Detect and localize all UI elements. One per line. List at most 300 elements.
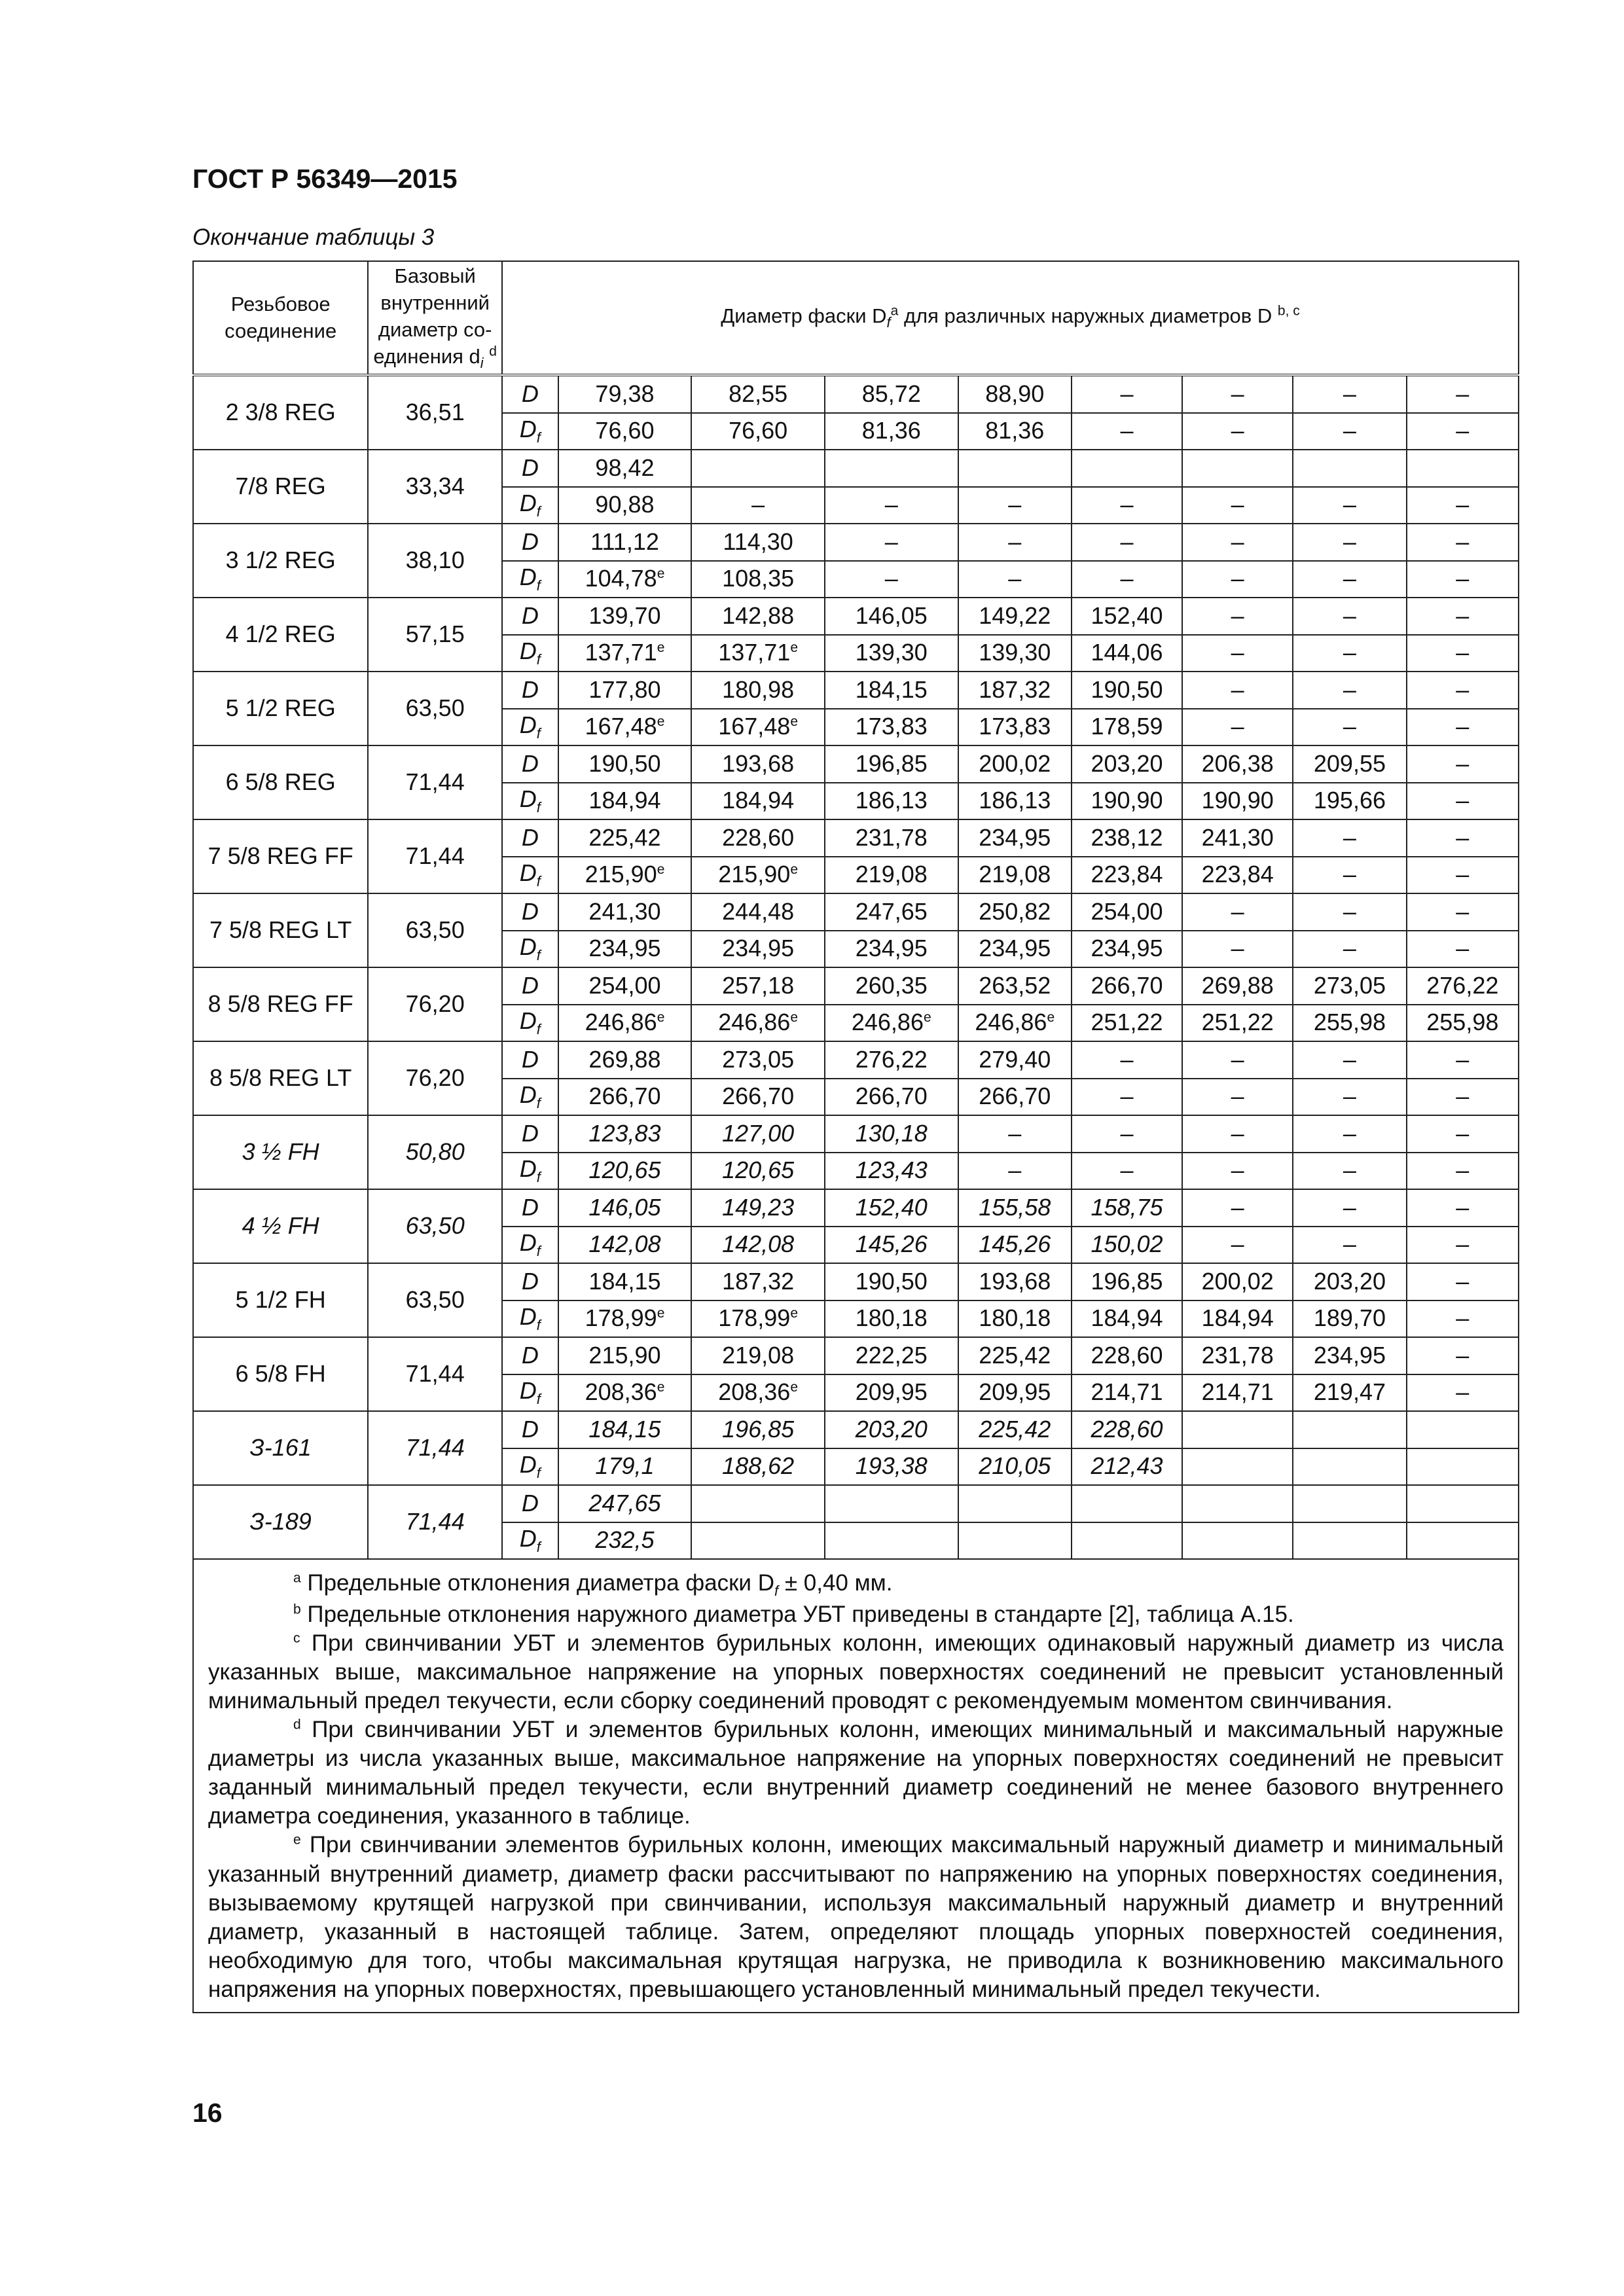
footnote-mark-e: e [790, 640, 799, 656]
label-D: D [502, 1041, 558, 1079]
value-cell: – [1293, 524, 1406, 561]
header-chamfer-sup-2: b, c [1277, 304, 1300, 319]
label-Df: $D_f$ [502, 857, 558, 894]
value-cell: – [1293, 635, 1406, 672]
value-cell: 234,95 [691, 931, 825, 968]
value-cell: – [958, 1115, 1072, 1153]
label-Df: $D_f$ [502, 1522, 558, 1560]
value-cell: 219,08 [825, 857, 958, 894]
value-cell: – [1182, 1153, 1293, 1190]
value-cell: 234,95 [958, 819, 1072, 857]
base-diameter-cell: 76,20 [368, 1041, 502, 1115]
value-cell: – [1407, 1153, 1519, 1190]
value-cell: 184,15 [558, 1411, 692, 1448]
value-cell: 144,06 [1072, 635, 1182, 672]
header-chamfer-sub: f [886, 314, 891, 331]
label-Df-sub: f [536, 1094, 541, 1111]
value-cell [1407, 1485, 1519, 1522]
label-D: D [502, 1337, 558, 1374]
value-cell: – [1072, 1079, 1182, 1116]
value-cell: 139,30 [825, 635, 958, 672]
value-cell: 180,18 [958, 1300, 1072, 1338]
value-cell: 241,30 [1182, 819, 1293, 857]
base-diameter-cell: 63,50 [368, 893, 502, 967]
value-cell [1293, 1448, 1406, 1486]
label-Df: $D_f$ [502, 561, 558, 598]
value-cell: – [1182, 1041, 1293, 1079]
connection-cell: 4 ½ FH [193, 1189, 368, 1263]
value-cell: 184,15 [825, 672, 958, 709]
value-cell: 273,05 [691, 1041, 825, 1079]
value-cell: 81,36 [825, 413, 958, 450]
value-cell: 203,20 [825, 1411, 958, 1448]
footnote-mark-e: e [657, 1306, 665, 1321]
value-cell: – [825, 487, 958, 524]
value-cell: 188,62 [691, 1448, 825, 1486]
footnote-mark-e: e [1047, 1010, 1055, 1026]
value-cell: – [1072, 413, 1182, 450]
value-cell: – [1182, 561, 1293, 598]
label-Df: $D_f$ [502, 1005, 558, 1042]
base-diameter-cell: 36,51 [368, 375, 502, 450]
value-cell: 212,43 [1072, 1448, 1182, 1486]
value-cell: 238,12 [1072, 819, 1182, 857]
value-cell [691, 450, 825, 487]
table-row [193, 524, 1519, 561]
value-cell: 127,00 [691, 1115, 825, 1153]
value-cell: – [1182, 1079, 1293, 1116]
label-Df-sub: f [536, 1538, 541, 1555]
value-cell: – [1293, 1079, 1406, 1116]
footnote-d: $^d$ При свинчивании УБТ и элементов бурильных колонн, имеющих минимальный и максимальный наружные диаметры из числа указанных выше, максимальное напряжение на упорных поверхностях соединений не превысит заданный минимальный предел текучести, если внутренний диаметр соединений не менее базового внутреннего диаметра соединения, указанного в таблице. [208, 1717, 1504, 1829]
value-cell: 225,42 [558, 819, 692, 857]
value-cell [1182, 1522, 1293, 1560]
value-cell: 228,60 [1072, 1337, 1182, 1374]
value-cell [958, 1522, 1072, 1560]
value-cell [1072, 1522, 1182, 1560]
value-cell: 215,90 [558, 1337, 692, 1374]
label-D: D [502, 524, 558, 561]
label-D: D [502, 819, 558, 857]
value-cell: 269,88 [558, 1041, 692, 1079]
label-D: D [502, 598, 558, 635]
value-cell: 231,78 [825, 819, 958, 857]
value-cell: 179,1 [558, 1448, 692, 1486]
value-cell: 186,13 [825, 783, 958, 820]
value-cell: – [1407, 672, 1519, 709]
value-cell: 85,72 [825, 375, 958, 413]
value-cell: – [1293, 1227, 1406, 1264]
base-diameter-cell: 50,80 [368, 1115, 502, 1189]
footnote-mark: e [293, 1832, 301, 1848]
value-cell: 130,18 [825, 1115, 958, 1153]
value-cell: 276,22 [1407, 967, 1519, 1005]
value-cell: 209,95 [825, 1374, 958, 1412]
value-cell [1293, 1485, 1406, 1522]
value-cell: – [1407, 1374, 1519, 1412]
value-cell: – [1407, 635, 1519, 672]
value-cell: – [1407, 487, 1519, 524]
value-cell: – [1072, 1153, 1182, 1190]
value-cell: 228,60 [691, 819, 825, 857]
value-cell: – [1182, 1115, 1293, 1153]
value-cell: – [1407, 375, 1519, 413]
value-cell: – [1182, 524, 1293, 561]
value-cell: 195,66 [1293, 783, 1406, 820]
value-cell [691, 1485, 825, 1522]
label-Df: $D_f$ [502, 1227, 558, 1264]
base-diameter-cell: 63,50 [368, 1189, 502, 1263]
value-cell: – [1182, 1189, 1293, 1227]
value-cell: 180,98 [691, 672, 825, 709]
value-cell: 219,47 [1293, 1374, 1406, 1412]
value-cell: – [1407, 598, 1519, 635]
label-D: D [502, 450, 558, 487]
value-cell: – [1407, 819, 1519, 857]
label-Df-sub: f [536, 1390, 541, 1407]
footnote-e: $^e$ При свинчивании элементов бурильных колонн, имеющих максимальный наружный диаметр и минимальный указанный внутренний диаметр, диаметр фаски рассчитывают по напряжению на упорных поверхностях соединения, вызываемому крутящей нагрузкой при свинчивании, используя максимальный наружный диаметр и внутренний диаметр, указанный в настоящей таблице. Затем, определяют площадь упорных поверхностей соединения, необходимую для того, чтобы максимальная крутящая нагрузка, не приводила к возникновению максимального напряжения на упорных поверхностях, превышающего установленный минимальный предел текучести. [208, 1832, 1504, 2002]
value-cell: 142,08 [558, 1227, 692, 1264]
value-cell: 190,50 [825, 1263, 958, 1300]
label-Df-sub: f [536, 946, 541, 963]
value-cell: 234,95 [1293, 1337, 1406, 1374]
value-cell: – [1072, 524, 1182, 561]
table-caption: Окончание таблицы 3 [192, 224, 435, 250]
value-cell [1293, 450, 1406, 487]
value-cell: 76,60 [691, 413, 825, 450]
value-cell [1293, 1522, 1406, 1560]
label-Df: $D_f$ [502, 487, 558, 524]
base-diameter-cell: 71,44 [368, 745, 502, 819]
base-diameter-cell: 71,44 [368, 1411, 502, 1485]
value-cell: 260,35 [825, 967, 958, 1005]
value-cell: 246,86e [958, 1005, 1072, 1042]
value-cell: – [1407, 857, 1519, 894]
label-Df: $D_f$ [502, 931, 558, 968]
footnote-mark-e: e [657, 640, 665, 656]
value-cell [1182, 1411, 1293, 1448]
value-cell: 234,95 [825, 931, 958, 968]
value-cell: 178,59 [1072, 709, 1182, 746]
connection-cell: 7/8 REG [193, 450, 368, 524]
value-cell: 90,88 [558, 487, 692, 524]
value-cell: 200,02 [958, 745, 1072, 783]
footnote-mark-e: e [790, 862, 799, 878]
base-diameter-cell: 57,15 [368, 598, 502, 672]
value-cell: 173,83 [958, 709, 1072, 746]
value-cell: 76,60 [558, 413, 692, 450]
value-cell: 219,08 [691, 1337, 825, 1374]
value-cell: 214,71 [1182, 1374, 1293, 1412]
table-footnotes [193, 1559, 1519, 2013]
value-cell: 81,36 [958, 413, 1072, 450]
value-cell: 120,65 [558, 1153, 692, 1190]
value-cell: 254,00 [558, 967, 692, 1005]
value-cell: 152,40 [1072, 598, 1182, 635]
connection-cell: 3 1/2 REG [193, 524, 368, 598]
value-cell: 215,90e [558, 857, 692, 894]
value-cell: 120,65 [691, 1153, 825, 1190]
connection-cell: 6 5/8 REG [193, 745, 368, 819]
value-cell: 150,02 [1072, 1227, 1182, 1264]
value-cell: – [1407, 931, 1519, 968]
value-cell: – [1072, 561, 1182, 598]
value-cell: – [958, 1153, 1072, 1190]
value-cell: 247,65 [825, 893, 958, 931]
label-Df-sub: f [536, 1168, 541, 1185]
value-cell [1182, 450, 1293, 487]
label-D: D [502, 375, 558, 413]
value-cell: 186,13 [958, 783, 1072, 820]
value-cell: 145,26 [958, 1227, 1072, 1264]
label-D: D [502, 1115, 558, 1153]
value-cell: – [1407, 745, 1519, 783]
table-row [193, 598, 1519, 635]
value-cell: – [1407, 1041, 1519, 1079]
table-row [193, 745, 1519, 783]
value-cell: – [1407, 1227, 1519, 1264]
value-cell [1072, 1485, 1182, 1522]
table-row [193, 819, 1519, 857]
label-D: D [502, 1411, 558, 1448]
header-base-sub: i [480, 354, 484, 371]
base-diameter-cell: 63,50 [368, 672, 502, 745]
value-cell: – [1293, 819, 1406, 857]
value-cell: 190,50 [1072, 672, 1182, 709]
footnote-mark-e: e [790, 1306, 799, 1321]
value-cell: 209,55 [1293, 745, 1406, 783]
value-cell: 266,70 [1072, 967, 1182, 1005]
footnote-a: $^a$ Предельные отклонения диаметра фаски $D_f \pm 0,40$ мм. [293, 1570, 893, 1599]
value-cell: 255,98 [1293, 1005, 1406, 1042]
connection-cell: 3 ½ FH [193, 1115, 368, 1189]
value-cell: – [1072, 375, 1182, 413]
value-cell: 222,25 [825, 1337, 958, 1374]
value-cell: 247,65 [558, 1485, 692, 1522]
value-cell: 203,20 [1072, 745, 1182, 783]
value-cell: – [1182, 635, 1293, 672]
value-cell: 167,48e [691, 709, 825, 746]
label-Df-sub: f [536, 577, 541, 594]
value-cell: 266,70 [958, 1079, 1072, 1116]
label-Df: $D_f$ [502, 635, 558, 672]
value-cell: 232,5 [558, 1522, 692, 1560]
value-cell: – [1407, 893, 1519, 931]
value-cell: 139,30 [958, 635, 1072, 672]
footnotes-list [208, 1569, 1504, 2004]
label-Df-sub: f [536, 1464, 541, 1481]
value-cell: 234,95 [958, 931, 1072, 968]
value-cell: 223,84 [1072, 857, 1182, 894]
value-cell: 257,18 [691, 967, 825, 1005]
value-cell: 184,94 [558, 783, 692, 820]
value-cell: – [958, 524, 1072, 561]
value-cell [958, 450, 1072, 487]
label-D: D [502, 672, 558, 709]
value-cell: 178,99e [558, 1300, 692, 1338]
value-cell: 246,86e [825, 1005, 958, 1042]
value-cell: 266,70 [691, 1079, 825, 1116]
value-cell [825, 1522, 958, 1560]
value-cell: 196,85 [825, 745, 958, 783]
value-cell: 142,08 [691, 1227, 825, 1264]
table-row [193, 1041, 1519, 1079]
value-cell: – [1293, 709, 1406, 746]
base-diameter-cell: 71,44 [368, 819, 502, 893]
connection-cell: 5 1/2 REG [193, 672, 368, 745]
value-cell: 193,68 [691, 745, 825, 783]
value-cell: 180,18 [825, 1300, 958, 1338]
header-base-sup: d [489, 344, 497, 359]
label-Df: $D_f$ [502, 1448, 558, 1486]
footnote-mark: d [293, 1717, 301, 1732]
value-cell: – [1293, 1153, 1406, 1190]
value-cell: – [1293, 598, 1406, 635]
value-cell: 190,90 [1182, 783, 1293, 820]
value-cell [825, 1485, 958, 1522]
value-cell: – [1407, 561, 1519, 598]
footnote-mark-e: e [657, 714, 665, 730]
value-cell: – [1407, 709, 1519, 746]
footnote-c: $^c$ При свинчивании УБТ и элементов бурильных колонн, имеющих одинаковый наружный диаметр из числа указанных выше, максимальное напряжение на упорных поверхностях соединений не превысит установленный минимальный предел текучести, если сборку соединений проводят с рекомендуемым моментом свинчивания. [208, 1630, 1504, 1713]
value-cell: – [1407, 1189, 1519, 1227]
table-row [193, 1189, 1519, 1227]
table-row [193, 672, 1519, 709]
value-cell: – [1182, 893, 1293, 931]
connection-cell: 4 1/2 REG [193, 598, 368, 672]
value-cell: – [1293, 1115, 1406, 1153]
value-cell: 149,22 [958, 598, 1072, 635]
label-D: D [502, 1485, 558, 1522]
value-cell: 146,05 [558, 1189, 692, 1227]
value-cell: 137,71e [558, 635, 692, 672]
value-cell: 234,95 [558, 931, 692, 968]
value-cell [1407, 1448, 1519, 1486]
value-cell: 155,58 [958, 1189, 1072, 1227]
value-cell: 82,55 [691, 375, 825, 413]
value-cell: – [1293, 561, 1406, 598]
value-cell: – [1407, 524, 1519, 561]
value-cell: – [1182, 709, 1293, 746]
value-cell: – [1293, 893, 1406, 931]
value-cell [1407, 450, 1519, 487]
value-cell: 152,40 [825, 1189, 958, 1227]
value-cell: – [1293, 672, 1406, 709]
value-cell: 190,50 [558, 745, 692, 783]
footnote-mark: c [293, 1630, 300, 1646]
value-cell: 223,84 [1182, 857, 1293, 894]
value-cell: – [958, 561, 1072, 598]
table-row [193, 375, 1519, 413]
value-cell: 231,78 [1182, 1337, 1293, 1374]
footnote-mark-e: e [657, 566, 665, 582]
value-cell: 214,71 [1072, 1374, 1182, 1412]
value-cell: 244,48 [691, 893, 825, 931]
value-cell [1182, 1485, 1293, 1522]
connection-cell: 6 5/8 FH [193, 1337, 368, 1411]
table-row [193, 1263, 1519, 1300]
value-cell: 158,75 [1072, 1189, 1182, 1227]
value-cell: – [1182, 375, 1293, 413]
value-cell: – [1407, 1115, 1519, 1153]
value-cell: – [1182, 487, 1293, 524]
value-cell: 269,88 [1182, 967, 1293, 1005]
value-cell: 219,08 [958, 857, 1072, 894]
footnote-mark: b [293, 1602, 301, 1617]
value-cell: 137,71e [691, 635, 825, 672]
label-Df-sub: f [536, 1242, 541, 1259]
header-chamfer-diameter [502, 261, 1519, 375]
value-cell: 241,30 [558, 893, 692, 931]
label-Df: $D_f$ [502, 1153, 558, 1190]
value-cell [1182, 1448, 1293, 1486]
value-cell: 250,82 [958, 893, 1072, 931]
footnote-mark-e: e [790, 1380, 799, 1395]
label-Df: $D_f$ [502, 783, 558, 820]
value-cell: 149,23 [691, 1189, 825, 1227]
value-cell: 266,70 [825, 1079, 958, 1116]
value-cell [1293, 1411, 1406, 1448]
value-cell: 255,98 [1407, 1005, 1519, 1042]
table-row [193, 1337, 1519, 1374]
value-cell: – [1407, 1337, 1519, 1374]
footnote-mark-e: e [923, 1010, 931, 1026]
value-cell [1407, 1411, 1519, 1448]
value-cell: – [1293, 857, 1406, 894]
footnote-sub: f [774, 1583, 779, 1599]
value-cell: 88,90 [958, 375, 1072, 413]
value-cell: – [1407, 1079, 1519, 1116]
connection-cell: 5 1/2 FH [193, 1263, 368, 1337]
value-cell: 184,94 [691, 783, 825, 820]
value-cell: – [1182, 672, 1293, 709]
label-Df: $D_f$ [502, 1374, 558, 1412]
value-cell: 178,99e [691, 1300, 825, 1338]
table-row [193, 450, 1519, 487]
value-cell: 187,32 [958, 672, 1072, 709]
footnote-mark: a [293, 1570, 301, 1586]
footnote-b: $^b$ Предельные отклонения наружного диаметра УБТ приведены в стандарте [2], таблица А.15. [293, 1601, 1294, 1627]
standard-title: ГОСТ Р 56349—2015 [192, 164, 458, 194]
value-cell: 167,48e [558, 709, 692, 746]
label-Df-sub: f [536, 651, 541, 668]
table-row [193, 1115, 1519, 1153]
value-cell: 208,36e [558, 1374, 692, 1412]
label-Df: $D_f$ [502, 413, 558, 450]
value-cell: – [1407, 413, 1519, 450]
value-cell: 187,32 [691, 1263, 825, 1300]
value-cell: 114,30 [691, 524, 825, 561]
value-cell [958, 1485, 1072, 1522]
base-diameter-cell: 38,10 [368, 524, 502, 598]
label-Df-sub: f [536, 429, 541, 446]
value-cell: – [958, 487, 1072, 524]
value-cell: – [1407, 1300, 1519, 1338]
footnote-mark-e: e [790, 714, 799, 730]
value-cell [825, 450, 958, 487]
value-cell: 123,83 [558, 1115, 692, 1153]
value-cell: – [1072, 1115, 1182, 1153]
value-cell: – [1293, 1041, 1406, 1079]
header-chamfer-text: Диаметр фаски D [721, 304, 887, 328]
value-cell: – [1293, 375, 1406, 413]
table-row [193, 893, 1519, 931]
value-cell: – [1407, 783, 1519, 820]
value-cell: 246,86e [691, 1005, 825, 1042]
value-cell: 196,85 [1072, 1263, 1182, 1300]
value-cell: 246,86e [558, 1005, 692, 1042]
base-diameter-cell: 63,50 [368, 1263, 502, 1337]
